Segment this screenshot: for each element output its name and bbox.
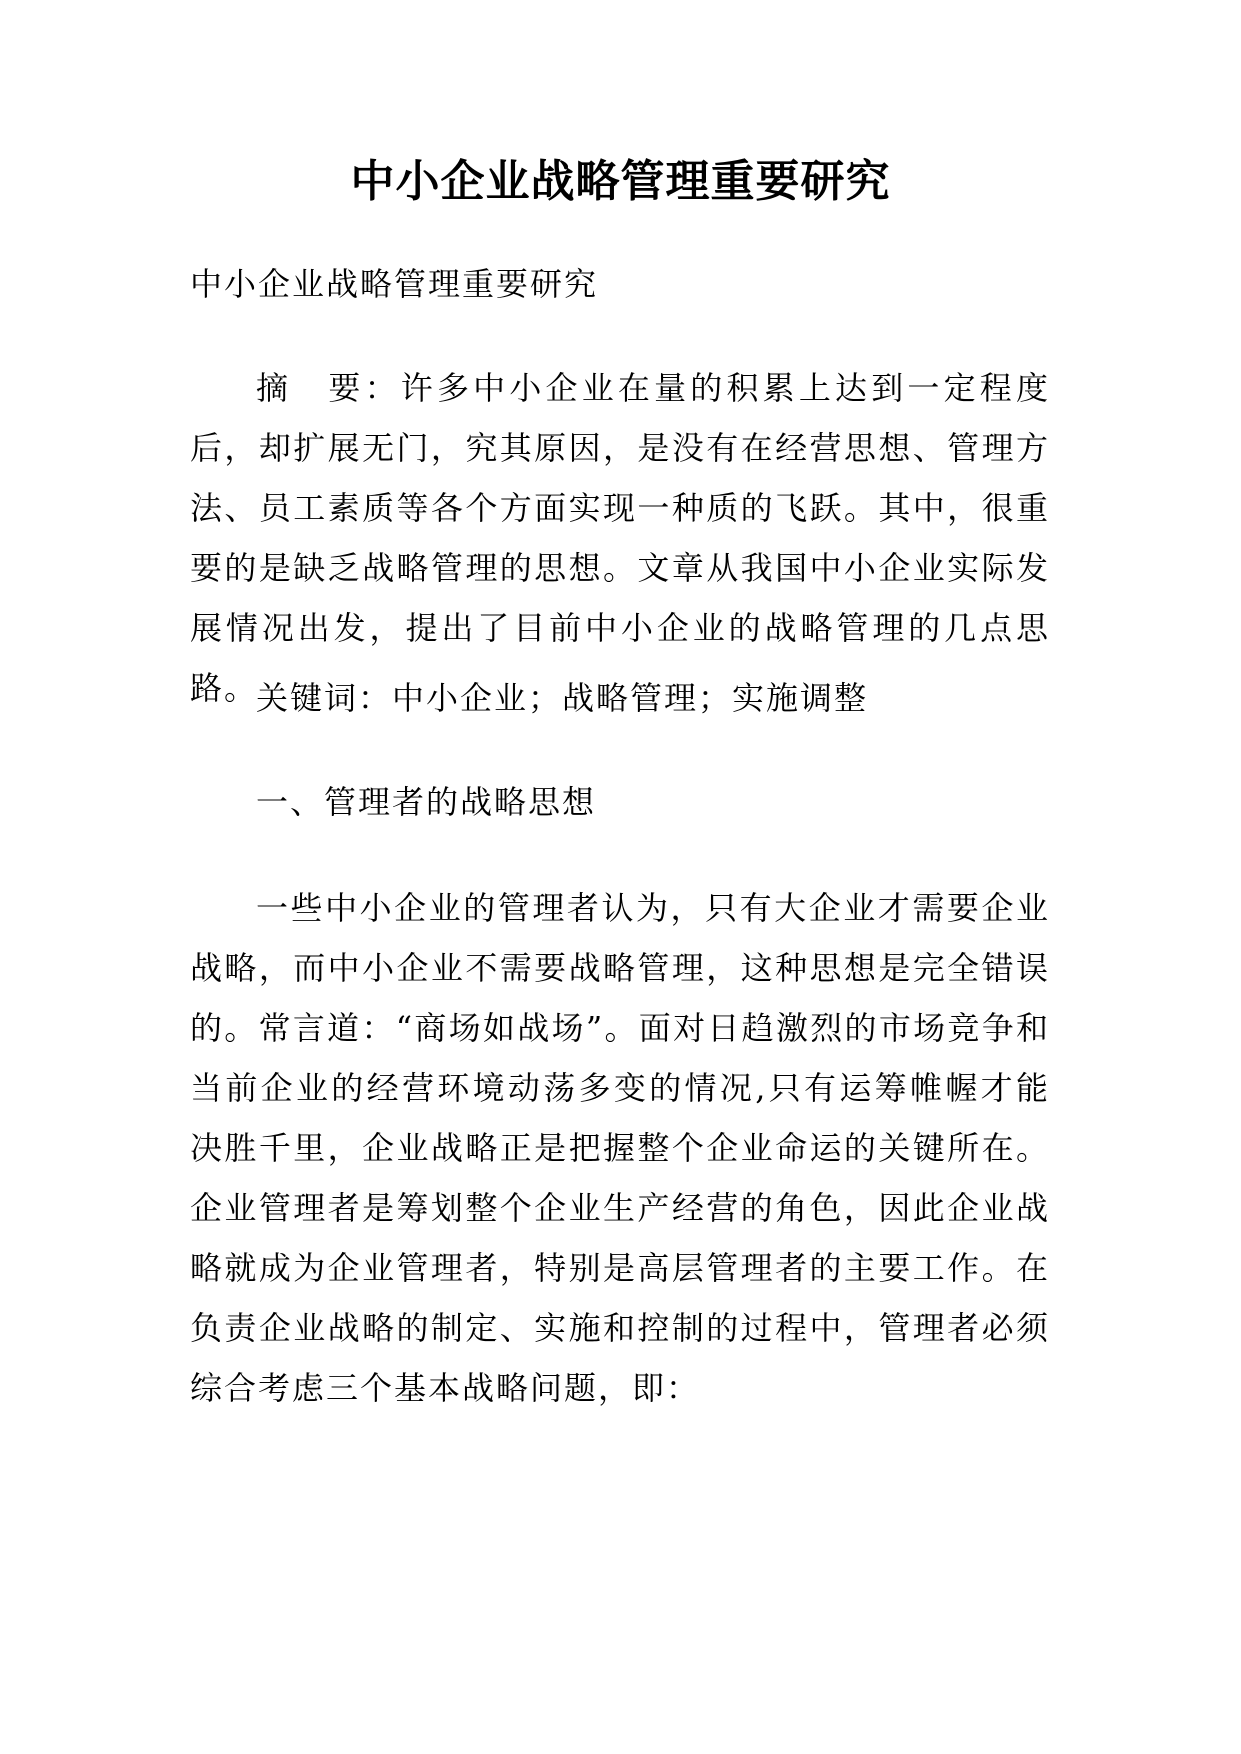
- document-title: 中小企业战略管理重要研究: [350, 156, 891, 207]
- keywords-line: 关键词：中小企业；战略管理；实施调整: [256, 679, 869, 717]
- abstract-paragraph: 摘 要：许多中小企业在量的积累上达到一定程度后，却扩展无门，究其原因，是没有在经营思想、管理方法、员工素质等各个方面实现一种质的飞跃。其中，很重要的是缺乏战略管理的思想。文章从我国中小企业实际发展情况出发，提出了目前中小企业的战略管理的几点思路。: [190, 369, 1050, 707]
- section-heading: 一、管理者的战略思想: [256, 783, 597, 821]
- document-subtitle: 中小企业战略管理重要研究: [190, 265, 599, 303]
- body-paragraph: 一些中小企业的管理者认为，只有大企业才需要企业战略，而中小企业不需要战略管理，这种思想是完全错误的。常言道：“商场如战场”。面对日趋激烈的市场竞争和当前企业的经营环境动荡多变的情况,只有运筹帷幄才能决胜千里，企业战略正是把握整个企业命运的关键所在。企业管理者是筹划整个企业生产经营的角色，因此企业战略就成为企业管理者，特别是高层管理者的主要工作。在负责企业战略的制定、实施和控制的过程中，管理者必须综合考虑三个基本战略问题，即：: [190, 889, 1050, 1407]
